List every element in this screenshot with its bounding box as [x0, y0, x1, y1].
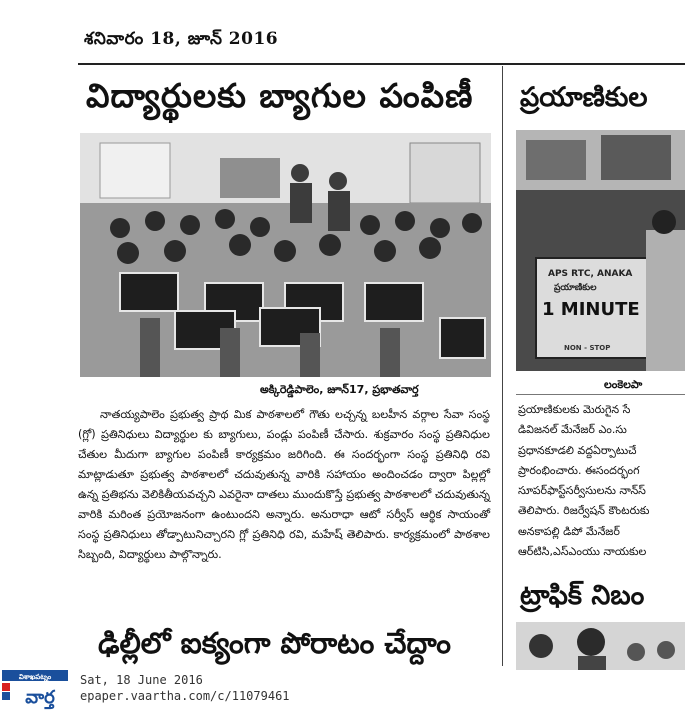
side-caption-rule — [516, 394, 685, 395]
side-story-line: అనకాపల్లి డిపో మేనేజర్ — [518, 524, 620, 538]
sign-line-3: 1 MINUTE — [542, 299, 640, 320]
side-story-line: డివిజనల్ మేనేజర్ ఎం.సు — [518, 423, 627, 437]
logo-top-text: విశాఖపట్నం — [18, 673, 52, 681]
side-story-line: సూపర్‌ఫాస్ట్‌సర్వీసులను నాన్‌స్ — [518, 484, 646, 498]
side-story-body — [518, 400, 685, 562]
logo-main-text: వార్త — [25, 687, 55, 708]
side-story-photo-2 — [516, 622, 685, 670]
main-story-paragraph: నాతయ్యపాలెం ప్రభుత్వ ప్రాథ మిక పాఠశాలలో గౌతు లచ్చన్న బలహీన వర్గాల సేవా సంస్థ (గ్లో) ప్రతినిధులు విద్యార్థుల కు బ్యాగులు, పండ్లు పంపిణీ చేసారు. శుక్రవారం సంస్థ ప్రతినిధుల చేతుల మీదుగా బ్యాగుల పంపిణీ కార్యక్రమం జరిగింది. ఈ సందర్భంగా సంస్థ ప్రతినిధి రవి మాట్లాడుతూ ప్రభుత్వ పాఠశాలలో చదువుతున్న వారికి సహాయం అందించడం ద్వారా పిల్లల్లో ఉన్న ప్రతిభను వెలికితీయవచ్చని ఎవరైనా దాతలు ముందుకొస్తే ప్రభుత్వ పాఠశాలలో చదువుతున్న వారికి మరింత ప్రయోజనంగా ఉంటుందని అన్నారు. అనురాధా ఆటో సర్వీస్ ఆర్థిక సాయంతో సంస్థ ప్రతినిధులు తోడ్పాటునిచ్చారని గ్లో ప్రతినిధి రవి, మహేష్ తెలిపారు. కార్యక్రమంలో పాఠశాల సిబ్బంది, విద్యార్థులు పాల్గొన్నారు. — [78, 408, 491, 561]
main-story-body — [78, 405, 490, 565]
column-divider — [502, 66, 503, 666]
side-photo-caption: లంకెలపా — [604, 378, 643, 391]
footer-url[interactable]: epaper.vaartha.com/c/11079461 — [80, 689, 290, 703]
side-story-line: ప్రధానకూడలి వద్దఏర్పాటుచే — [518, 443, 637, 457]
side-story-photo — [516, 130, 685, 371]
top-rule — [78, 63, 685, 65]
main-story-photo — [80, 133, 491, 377]
side-headline: ప్రయాణికుల — [520, 82, 648, 113]
sign-line-4: NON - STOP — [564, 344, 611, 352]
footer-date: Sat, 18 June 2016 — [80, 673, 203, 687]
vaartha-logo[interactable] — [2, 670, 68, 710]
side-story-line: ఆర్‌టిసి,ఎస్ఎంయు నాయకుల — [518, 545, 647, 559]
side-headline-2: ట్రాఫిక్ నిబం — [520, 580, 645, 611]
sub-headline: ఢిల్లీలో ఐక్యంగా పోరాటం చేద్దాం — [98, 626, 452, 660]
main-photo-caption: అక్కిరెడ్డిపాలెం, జూన్17, ప్రభాతవార్త — [260, 383, 419, 396]
sign-line-1: APS RTC, ANAKA — [548, 269, 633, 279]
side-story-line: ప్రయాణికులకు మెరుగైన సే — [518, 403, 631, 416]
dateline: శనివారం 18, జూన్ 2016 — [84, 29, 279, 49]
side-story-line: తెలిపారు. రిజర్వేషన్ కౌంటరుకు — [518, 504, 650, 518]
main-headline: విద్యార్థులకు బ్యాగుల పంపిణీ — [86, 76, 474, 115]
side-story-line: ప్రారంభించారు. ఈసందర్భంగ — [518, 463, 640, 477]
sign-line-2: ప్రయాణికుల — [554, 283, 597, 293]
